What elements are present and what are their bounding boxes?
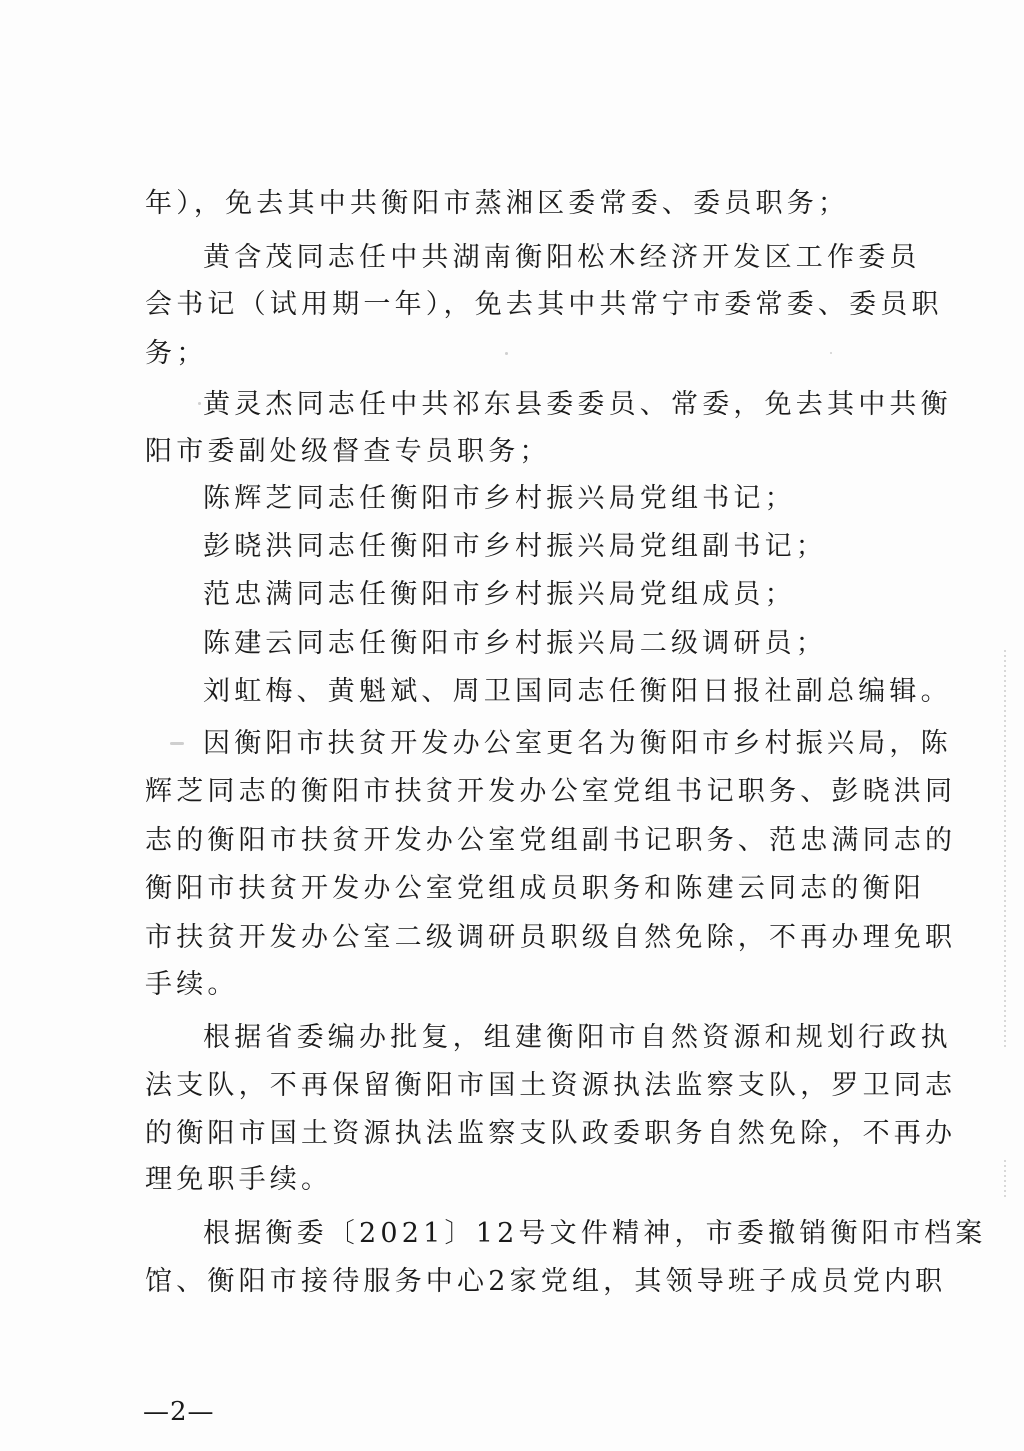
text-line: 黄含茂同志任中共湖南衡阳松木经济开发区工作委员 [203, 242, 921, 273]
text-line: 的衡阳市国土资源执法监察支队政委职务自然免除，不再办 [145, 1118, 957, 1149]
text-line: 陈建云同志任衡阳市乡村振兴局二级调研员； [203, 628, 827, 659]
scan-speck [505, 352, 508, 355]
scan-speck [170, 742, 184, 745]
text-line: 因衡阳市扶贫开发办公室更名为衡阳市乡村振兴局，陈 [203, 728, 952, 759]
text-line: 衡阳市扶贫开发办公室党组成员职务和陈建云同志的衡阳 [145, 873, 925, 904]
text-line: 范忠满同志任衡阳市乡村振兴局党组成员； [203, 579, 796, 610]
text-line: 根据省委编办批复，组建衡阳市自然资源和规划行政执 [203, 1022, 952, 1053]
text-line: 阳市委副处级督查专员职务； [145, 436, 551, 467]
text-line: 刘虹梅、黄魁斌、周卫国同志任衡阳日报社副总编辑。 [203, 676, 952, 707]
text-line: 市扶贫开发办公室二级调研员职级自然免除，不再办理免职 [145, 922, 957, 953]
text-line: 陈辉芝同志任衡阳市乡村振兴局党组书记； [203, 483, 796, 514]
text-line: 法支队，不再保留衡阳市国土资源执法监察支队，罗卫同志 [145, 1070, 957, 1101]
text-line: 辉芝同志的衡阳市扶贫开发办公室党组书记职务、彭晓洪同 [145, 776, 957, 807]
text-line: 会书记（试用期一年），免去其中共常宁市委常委、委员职 [145, 289, 943, 320]
text-line: 志的衡阳市扶贫开发办公室党组副书记职务、范忠满同志的 [145, 825, 957, 856]
page-number: —2— [143, 1397, 215, 1427]
text-line: 年），免去其中共衡阳市蒸湘区委常委、委员职务； [145, 188, 850, 219]
text-line: 理免职手续。 [145, 1164, 333, 1195]
scan-speck [198, 402, 201, 405]
text-line: 黄灵杰同志任中共祁东县委委员、常委，免去其中共衡 [203, 389, 952, 420]
text-line: 根据衡委〔2021〕12号文件精神，市委撤销衡阳市档案 [203, 1218, 987, 1249]
scan-edge-mark [1004, 650, 1006, 1050]
text-line: 务； [145, 338, 208, 369]
text-line: 手续。 [145, 969, 239, 1000]
scan-edge-mark [1004, 1160, 1006, 1200]
text-line: 馆、衡阳市接待服务中心2家党组，其领导班子成员党内职 [145, 1266, 947, 1297]
text-line: 彭晓洪同志任衡阳市乡村振兴局党组副书记； [203, 531, 827, 562]
scan-speck [830, 352, 832, 354]
